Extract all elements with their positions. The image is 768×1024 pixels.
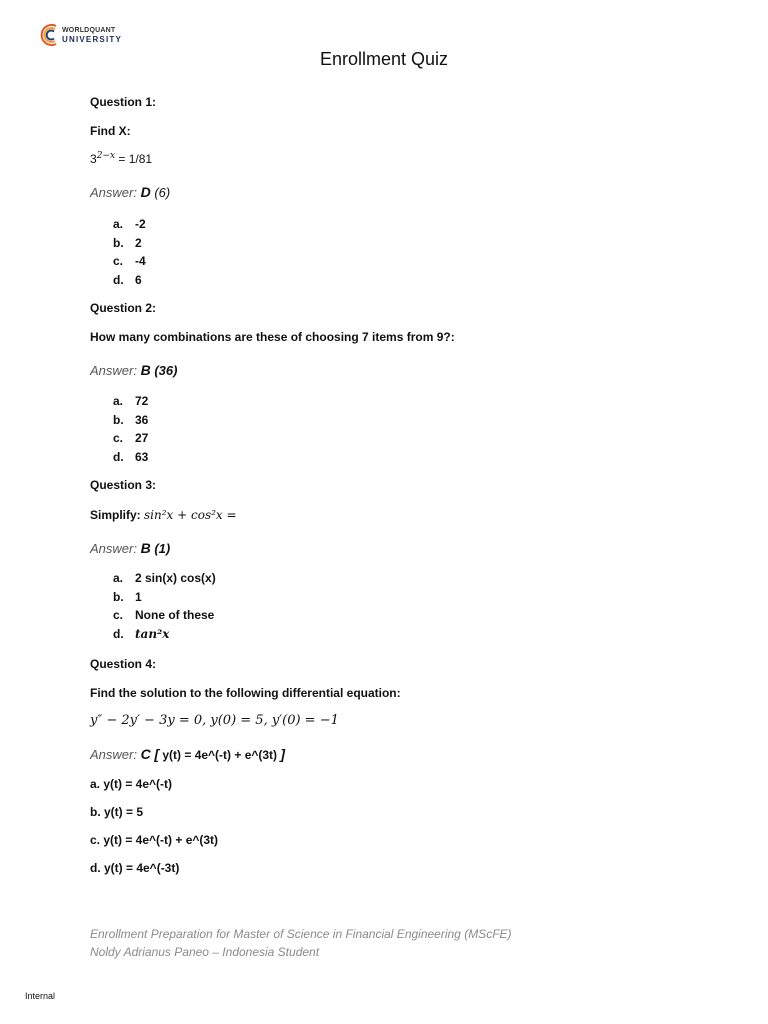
answer-label: Answer: [90, 747, 137, 762]
list-item: a. -2 [113, 217, 146, 231]
question-4-option-c: c. y(t) = 4e^(-t) + e^(3t) [90, 833, 219, 847]
question-3-heading: Question 3: [90, 478, 157, 492]
question-1-equation [90, 151, 152, 166]
answer-letter: C [140, 746, 151, 762]
equation-exponent: 2−x [96, 151, 116, 161]
list-item: a. 72 [113, 394, 149, 408]
footer [90, 925, 512, 961]
question-3-prompt: Simplify: [90, 508, 141, 522]
answer-bracket-close: ] [280, 746, 286, 762]
question-1-options [113, 215, 146, 290]
question-3-prompt-row [90, 508, 237, 522]
answer-letter: D [140, 184, 151, 200]
list-item: b. 36 [113, 412, 149, 427]
question-3-options [113, 569, 216, 644]
answer-value: (36) [154, 363, 178, 378]
question-4-option-a: a. y(t) = 4e^(-t) [90, 777, 173, 791]
list-item: d. tan²x [113, 627, 170, 642]
university-logo [38, 22, 122, 48]
list-item: c. 27 [113, 431, 149, 446]
list-item: d. 6 [113, 273, 142, 288]
list-item: b. 2 [113, 235, 142, 250]
classification-label: Internal [25, 991, 56, 1001]
question-2-heading: Question 2: [90, 301, 157, 315]
question-1-heading: Question 1: [90, 95, 157, 109]
question-4-option-d: d. y(t) = 4e^(-3t) [90, 861, 180, 875]
university-logo-icon [38, 22, 60, 48]
answer-letter: B [140, 362, 151, 378]
footer-line-1: Enrollment Preparation for Master of Science in Financial Engineering (MScFE) [90, 927, 512, 941]
question-2-options [113, 392, 148, 467]
question-2-answer [90, 362, 177, 378]
question-1-prompt: Find X: [90, 124, 131, 138]
answer-value: (6) [154, 185, 171, 200]
question-4-option-b: b. y(t) = 5 [90, 805, 144, 819]
question-4-heading: Question 4: [90, 657, 157, 671]
answer-label: Answer: [90, 541, 137, 556]
list-item: d. 63 [113, 450, 149, 465]
page-title: Enrollment Quiz [319, 49, 449, 69]
list-item: b. 1 [113, 589, 142, 604]
equation-rhs: = 1/81 [115, 152, 153, 166]
answer-label: Answer: [90, 363, 137, 378]
equation-base: 3 [90, 152, 97, 166]
list-item: c. -4 [113, 254, 146, 269]
question-4-answer [90, 746, 285, 762]
question-4-equation: y″ − 2y′ − 3y = 0, y(0) = 5, y′(0) = −1 [90, 713, 339, 728]
question-2-prompt: How many combinations are these of choosing 7 items from 9?: [90, 330, 455, 344]
answer-value: y(t) = 4e^(-t) + e^(3t) [159, 748, 281, 762]
footer-line-2: Noldy Adrianus Paneo – Indonesia Student [90, 945, 320, 959]
question-3-math: sin²x + cos²x = [144, 508, 237, 522]
answer-bracket-open: [ [154, 746, 160, 762]
question-4-prompt: Find the solution to the following differential equation: [90, 686, 401, 700]
question-3-answer [90, 540, 170, 556]
list-item: c. None of these [113, 608, 215, 623]
answer-label: Answer: [90, 185, 137, 200]
answer-value: (1) [154, 541, 171, 556]
question-1-answer [90, 184, 170, 200]
answer-letter: B [140, 540, 151, 556]
list-item: a. 2 sin(x) cos(x) [113, 571, 216, 585]
logo-wordmark-top: WORLDQUANT [62, 27, 116, 34]
logo-wordmark-bottom: UNIVERSITY [62, 35, 123, 44]
